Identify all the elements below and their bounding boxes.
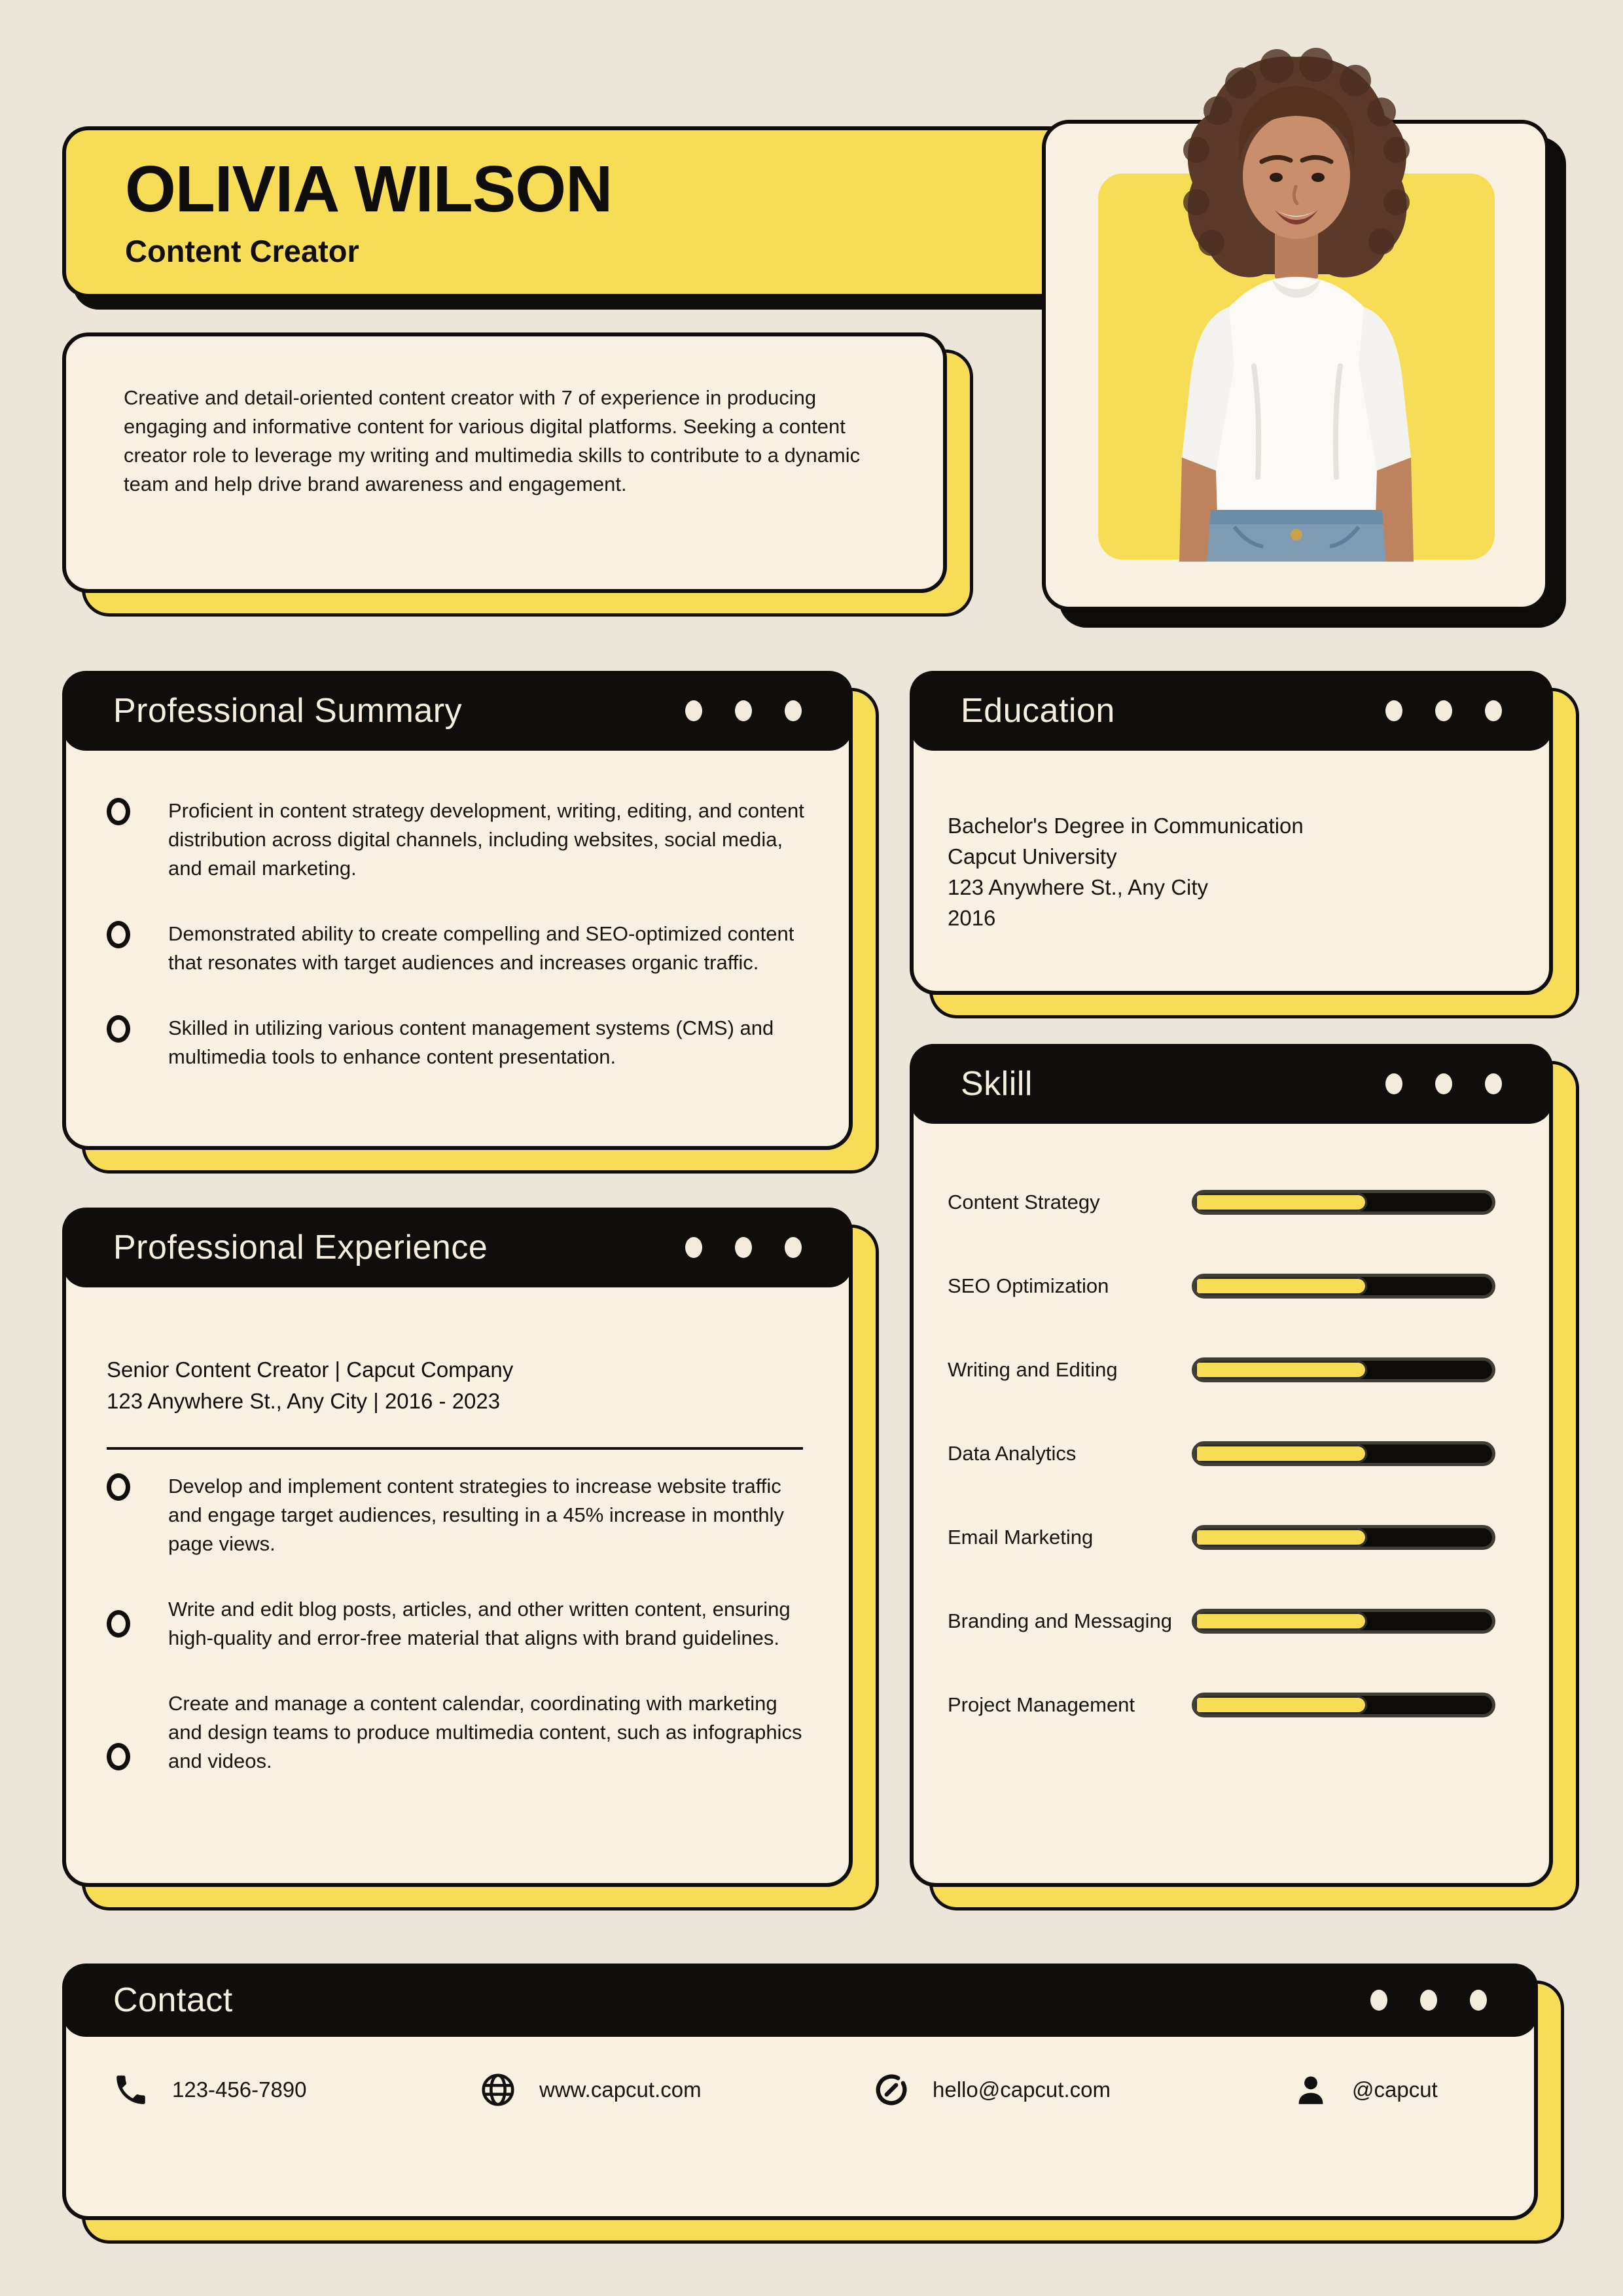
window-dots-icon — [652, 1237, 802, 1258]
intro-card — [62, 332, 947, 593]
intro-paragraph: Creative and detail-oriented content creator with 7 of experience in producing engaging and informative content for various digital platforms. Seeking a content creator role to leverage my writing and multimedia skills to contribute to a dynamic team and help drive brand awareness and engagement. — [124, 386, 861, 496]
job-meta: 123 Anywhere St., Any City | 2016 - 2023 — [107, 1388, 501, 1413]
contact-section — [62, 1964, 1538, 2220]
summary-bullet: Demonstrated ability to create compelling and SEO-optimized content that resonates with target audiences and increases organic traffic. — [107, 920, 812, 977]
contact-title: Contact — [113, 1981, 233, 2019]
education-titlebar — [910, 671, 1553, 751]
skill-row: Branding and Messaging — [948, 1579, 1495, 1663]
experience-section — [62, 1208, 853, 1887]
contact-handle: @capcut — [1292, 2071, 1488, 2109]
contact-website: www.capcut.com — [479, 2071, 846, 2109]
skill-progressbar — [1192, 1693, 1495, 1717]
experience-bullet: Create and manage a content calendar, coordinating with marketing and design teams to produce multimedia content, such as infographics and videos. — [107, 1689, 812, 1776]
skills-section — [910, 1044, 1553, 1887]
bullet-ring-icon — [107, 798, 130, 825]
education-section — [910, 671, 1553, 995]
photo-background — [1098, 173, 1495, 560]
window-dots-icon — [1338, 1990, 1487, 2011]
person-name: OLIVIA WILSON — [125, 152, 613, 226]
bullet-ring-icon — [107, 1473, 130, 1501]
skill-row: Email Marketing — [948, 1496, 1495, 1579]
skill-row: Data Analytics — [948, 1412, 1495, 1496]
experience-bullet: Develop and implement content strategies to increase website traffic and engage target audiences, resulting in a 45% increase in monthly page views. — [107, 1472, 812, 1558]
window-dots-icon — [652, 700, 802, 721]
bullet-ring-icon — [107, 921, 130, 948]
summary-title: Professional Summary — [113, 692, 463, 730]
bullet-ring-icon — [107, 1015, 130, 1043]
education-degree: Bachelor's Degree in Communication — [948, 814, 1304, 838]
education-address: 123 Anywhere St., Any City — [948, 874, 1209, 899]
contact-titlebar — [62, 1964, 1538, 2037]
experience-bullet: Write and edit blog posts, articles, and other written content, ensuring high-quality and error-free material that aligns with brand guidelines. — [107, 1595, 812, 1653]
education-year: 2016 — [948, 905, 996, 930]
bullet-ring-icon — [107, 1743, 130, 1770]
skill-row: Writing and Editing — [948, 1328, 1495, 1412]
portrait-photo — [1156, 52, 1437, 562]
skill-progressbar — [1192, 1441, 1495, 1466]
summary-bullet: Proficient in content strategy development, writing, editing, and content distribution across digital channels, including websites, social media, and email marketing. — [107, 797, 812, 883]
contact-phone: 123-456-7890 — [112, 2071, 452, 2109]
skill-row: Project Management — [948, 1663, 1495, 1747]
skill-row: SEO Optimization — [948, 1244, 1495, 1328]
skill-progressbar — [1192, 1274, 1495, 1299]
skill-progressbar — [1192, 1609, 1495, 1634]
divider-line — [107, 1447, 803, 1450]
contact-email: hello@capcut.com — [872, 2071, 1265, 2109]
person-role: Content Creator — [125, 234, 359, 268]
skills-title: Sklill — [961, 1065, 1033, 1103]
globe-icon — [479, 2071, 517, 2109]
education-school: Capcut University — [948, 844, 1117, 869]
skills-titlebar — [910, 1044, 1553, 1124]
window-dots-icon — [1353, 700, 1502, 721]
experience-title: Professional Experience — [113, 1229, 488, 1266]
header-name-card — [62, 126, 1078, 298]
bullet-ring-icon — [107, 1610, 130, 1638]
summary-bullet: Skilled in utilizing various content management systems (CMS) and multimedia tools to enhance content presentation. — [107, 1014, 812, 1071]
window-dots-icon — [1353, 1073, 1502, 1094]
education-title: Education — [961, 692, 1115, 730]
skill-progressbar — [1192, 1525, 1495, 1550]
photo-card — [1042, 120, 1549, 611]
skill-row: Content Strategy — [948, 1160, 1495, 1244]
skill-progressbar — [1192, 1190, 1495, 1215]
summary-titlebar — [62, 671, 853, 751]
job-role: Senior Content Creator | Capcut Company — [107, 1357, 514, 1382]
phone-icon — [112, 2071, 150, 2109]
user-icon — [1292, 2071, 1330, 2109]
summary-section — [62, 671, 853, 1150]
skill-progressbar — [1192, 1357, 1495, 1382]
email-icon — [872, 2071, 910, 2109]
experience-titlebar — [62, 1208, 853, 1287]
